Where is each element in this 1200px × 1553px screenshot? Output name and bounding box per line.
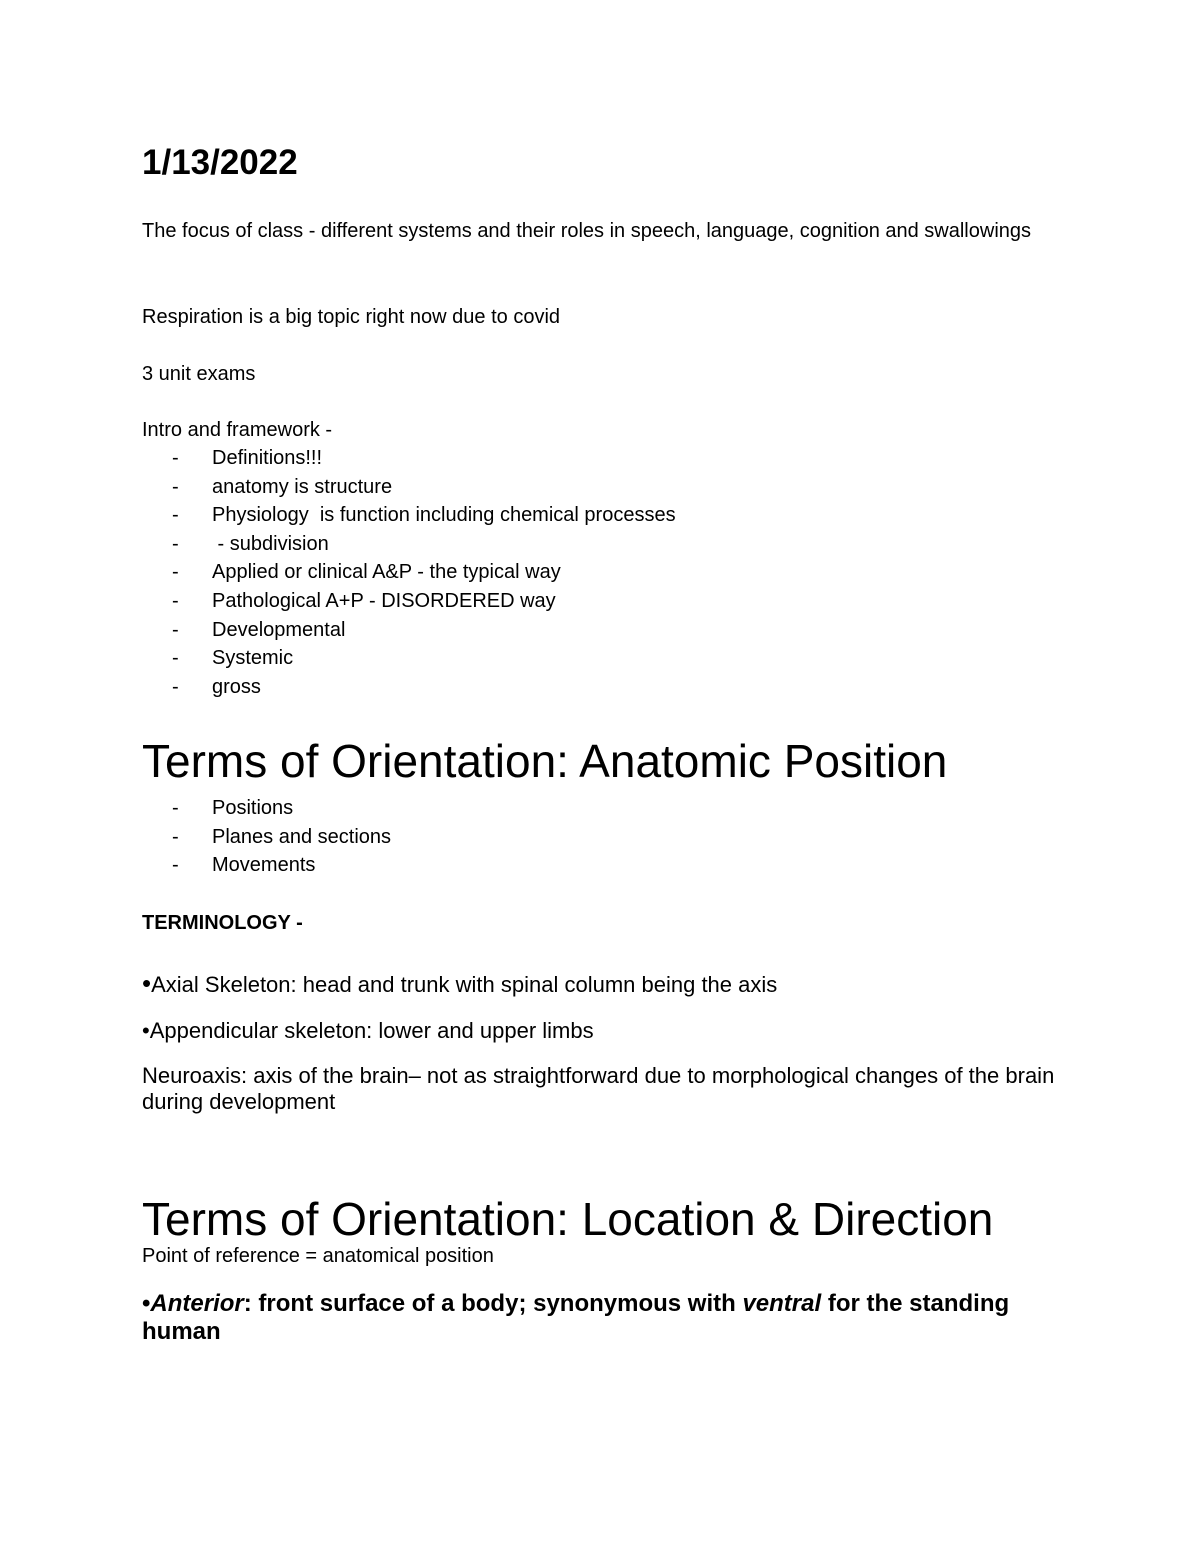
dash-marker: - — [172, 618, 179, 641]
dash-marker: - — [172, 504, 179, 527]
dash-marker: - — [172, 647, 179, 670]
list-item: - Applied or clinical A&P - the typical way — [172, 558, 676, 587]
list-item: - Movements — [172, 851, 391, 880]
exams-text: 3 unit exams — [142, 363, 256, 385]
dash-marker: - — [172, 447, 179, 469]
orientation-list — [172, 794, 391, 880]
dash-marker: - — [172, 561, 179, 584]
appendicular-skeleton-text: •Appendicular skeleton: lower and upper limbs — [142, 1018, 594, 1043]
neuroaxis-text: Neuroaxis: axis of the brain– not as straightforward due to morphological changes of the brain during development — [142, 1063, 1055, 1114]
list-item: - Physiology is function including chemical processes — [172, 501, 676, 530]
dash-marker: - — [172, 854, 179, 877]
list-item: - gross — [172, 673, 676, 702]
dash-marker: - — [172, 589, 179, 612]
respiration-text: Respiration is a big topic right now due to covid — [142, 306, 561, 328]
list-item: - anatomy is structure — [172, 473, 676, 502]
framework-list — [172, 444, 676, 701]
section-heading-anatomic-position: Terms of Orientation: Anatomic Position — [142, 735, 948, 787]
list-item: - Positions — [172, 794, 391, 823]
terminology-label: TERMINOLOGY - — [142, 912, 303, 934]
list-item: - Systemic — [172, 644, 676, 673]
dash-marker: - — [172, 675, 179, 698]
anterior-term: Anterior — [150, 1290, 244, 1317]
note-date: 1/13/2022 — [142, 143, 298, 182]
ventral-term: ventral — [742, 1290, 822, 1317]
list-item: - Planes and sections — [172, 823, 391, 852]
dash-marker: - — [172, 825, 179, 848]
point-of-reference-text: Point of reference = anatomical position — [142, 1245, 494, 1267]
bullet-marker: • — [142, 968, 152, 998]
section-heading-location-direction: Terms of Orientation: Location & Direction — [142, 1193, 994, 1245]
class-focus-text: The focus of class - different systems and their roles in speech, language, cognition and swallowings — [142, 220, 1032, 242]
list-item: - Developmental — [172, 616, 676, 645]
list-item: - Definitions!!! — [172, 444, 676, 473]
framework-title: Intro and framework - — [142, 419, 333, 441]
dash-marker: - — [172, 797, 179, 819]
anterior-definition: •Anterior: front surface of a body; synonymous with ventral for the standing human — [142, 1290, 1016, 1345]
list-item: - - subdivision — [172, 530, 676, 559]
axial-skeleton-text: •Axial Skeleton: head and trunk with spinal column being the axis — [142, 968, 778, 998]
dash-marker: - — [172, 532, 179, 555]
list-item: - Pathological A+P - DISORDERED way — [172, 587, 676, 616]
bullet-marker: • — [142, 1290, 151, 1317]
dash-marker: - — [172, 475, 179, 498]
